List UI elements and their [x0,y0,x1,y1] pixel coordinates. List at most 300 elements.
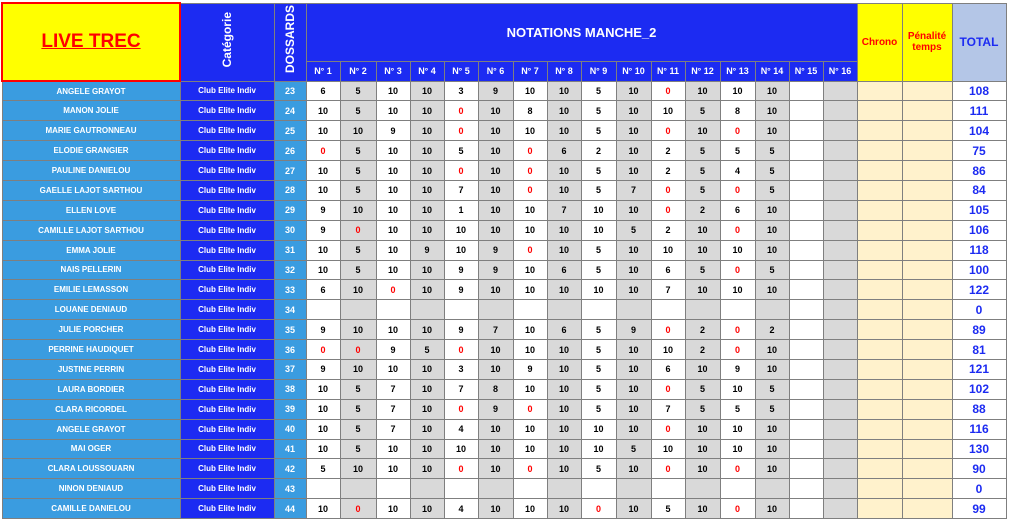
score-cell-1: 10 [306,121,340,141]
score-cell-11: 0 [651,81,685,101]
total-cell: 86 [952,161,1006,181]
rider-name: JULIE PORCHER [2,320,180,340]
penalite-cell [902,379,952,399]
score-cell-4: 10 [410,499,444,519]
rider-dossard: 33 [274,280,306,300]
score-cell-3: 9 [376,121,410,141]
score-cell-5: 0 [444,340,478,360]
score-cell-4: 10 [410,101,444,121]
score-cell-10: 10 [616,81,651,101]
score-cell-2: 10 [340,359,376,379]
total-cell: 122 [952,280,1006,300]
score-cell-12: 10 [685,359,720,379]
score-cell-15 [789,499,823,519]
score-cell-14: 5 [755,379,789,399]
score-cell-6: 10 [478,121,513,141]
rider-category: Club Elite Indiv [180,220,274,240]
score-cell-4: 10 [410,320,444,340]
rider-dossard: 23 [274,81,306,101]
rider-name: CAMILLE LAJOT SARTHOU [2,220,180,240]
rider-category: Club Elite Indiv [180,499,274,519]
score-cell-12: 2 [685,340,720,360]
score-cell-16 [823,379,857,399]
rider-dossard: 39 [274,399,306,419]
score-cell-7: 8 [513,101,547,121]
score-cell-5: 9 [444,280,478,300]
chrono-cell [857,200,902,220]
score-cell-1: 10 [306,260,340,280]
score-cell-6: 10 [478,200,513,220]
score-cell-7: 10 [513,121,547,141]
rider-dossard: 42 [274,459,306,479]
penalite-cell [902,200,952,220]
score-cell-1 [306,300,340,320]
score-cell-13: 10 [720,81,755,101]
score-cell-15 [789,320,823,340]
note-header-14: N° 14 [755,61,789,81]
score-cell-3: 10 [376,220,410,240]
score-cell-2 [340,479,376,499]
note-header-8: N° 8 [547,61,581,81]
score-cell-8: 10 [547,359,581,379]
score-cell-2: 10 [340,320,376,340]
score-cell-11: 0 [651,379,685,399]
score-cell-9: 5 [581,161,616,181]
score-cell-11: 7 [651,280,685,300]
score-cell-14: 2 [755,320,789,340]
rider-dossard: 40 [274,419,306,439]
penalite-cell [902,180,952,200]
score-cell-6: 10 [478,101,513,121]
score-cell-6: 10 [478,499,513,519]
score-cell-13: 4 [720,161,755,181]
score-cell-3: 0 [376,280,410,300]
score-cell-15 [789,399,823,419]
score-cell-12 [685,300,720,320]
penalite-cell [902,499,952,519]
score-cell-10: 10 [616,499,651,519]
total-cell: 116 [952,419,1006,439]
total-cell: 121 [952,359,1006,379]
rider-dossard: 31 [274,240,306,260]
table-row [2,359,1006,379]
rider-name: ANGELE GRAYOT [2,81,180,101]
note-header-16: N° 16 [823,61,857,81]
rider-category: Club Elite Indiv [180,459,274,479]
penalite-cell [902,320,952,340]
score-cell-4: 10 [410,260,444,280]
score-cell-14: 10 [755,419,789,439]
rider-name: EMILIE LEMASSON [2,280,180,300]
score-cell-14: 10 [755,280,789,300]
score-cell-12: 10 [685,419,720,439]
score-cell-12: 5 [685,141,720,161]
note-header-5: N° 5 [444,61,478,81]
score-cell-2: 5 [340,419,376,439]
table-row [2,200,1006,220]
score-cell-3: 10 [376,200,410,220]
score-cell-9: 10 [581,439,616,459]
score-cell-5: 10 [444,439,478,459]
total-cell: 81 [952,340,1006,360]
score-cell-12: 2 [685,320,720,340]
score-cell-16 [823,81,857,101]
score-cell-15 [789,340,823,360]
score-cell-5: 0 [444,121,478,141]
score-cell-10: 5 [616,220,651,240]
score-cell-6: 9 [478,240,513,260]
score-cell-10: 10 [616,101,651,121]
notations-header: NOTATIONS MANCHE_2 [306,3,857,61]
score-cell-9: 10 [581,280,616,300]
score-cell-14: 10 [755,81,789,101]
score-cell-16 [823,439,857,459]
penalite-cell [902,359,952,379]
score-cell-3: 10 [376,260,410,280]
score-cell-11: 2 [651,161,685,181]
chrono-cell [857,240,902,260]
score-cell-15 [789,220,823,240]
rider-category: Club Elite Indiv [180,439,274,459]
total-cell: 75 [952,141,1006,161]
note-header-4: N° 4 [410,61,444,81]
score-cell-16 [823,280,857,300]
score-cell-5: 0 [444,459,478,479]
chrono-cell [857,280,902,300]
score-cell-16 [823,220,857,240]
score-cell-6: 10 [478,439,513,459]
score-cell-1 [306,479,340,499]
total-header: TOTAL [952,3,1006,81]
score-cell-7: 0 [513,161,547,181]
chrono-cell [857,499,902,519]
score-cell-14: 10 [755,340,789,360]
score-cell-9: 5 [581,359,616,379]
categorie-header-label: Catégorie [220,11,235,68]
score-cell-4: 10 [410,180,444,200]
score-cell-16 [823,459,857,479]
score-cell-7: 10 [513,499,547,519]
score-cell-15 [789,141,823,161]
score-cell-11: 0 [651,320,685,340]
score-cell-13: 0 [720,459,755,479]
score-cell-13 [720,300,755,320]
score-cell-5: 1 [444,200,478,220]
score-cell-12: 5 [685,101,720,121]
score-cell-8: 10 [547,280,581,300]
score-cell-5: 5 [444,141,478,161]
note-header-13: N° 13 [720,61,755,81]
score-cell-6: 10 [478,180,513,200]
rider-dossard: 29 [274,200,306,220]
score-cell-4: 10 [410,200,444,220]
score-cell-12: 5 [685,180,720,200]
score-cell-14: 10 [755,240,789,260]
score-cell-9: 5 [581,101,616,121]
score-cell-9: 5 [581,379,616,399]
score-cell-3: 9 [376,340,410,360]
score-cell-13: 5 [720,399,755,419]
table-row [2,340,1006,360]
categorie-header [180,3,274,81]
rider-dossard: 32 [274,260,306,280]
score-cell-9: 5 [581,81,616,101]
score-cell-1: 6 [306,81,340,101]
score-cell-7: 0 [513,459,547,479]
score-cell-7: 0 [513,141,547,161]
score-cell-6: 9 [478,260,513,280]
rider-name: LAURA BORDIER [2,379,180,399]
table-row [2,121,1006,141]
score-cell-6: 9 [478,81,513,101]
total-cell: 106 [952,220,1006,240]
score-cell-6: 10 [478,340,513,360]
total-cell: 104 [952,121,1006,141]
score-cell-8: 7 [547,200,581,220]
score-cell-14: 10 [755,121,789,141]
score-cell-5: 7 [444,180,478,200]
score-cell-6: 10 [478,220,513,240]
chrono-cell [857,459,902,479]
score-cell-1: 9 [306,359,340,379]
score-cell-5: 0 [444,399,478,419]
rider-dossard: 38 [274,379,306,399]
score-cell-2: 10 [340,280,376,300]
score-cell-16 [823,320,857,340]
score-cell-3: 10 [376,180,410,200]
note-header-6: N° 6 [478,61,513,81]
penalite-cell [902,459,952,479]
score-cell-14: 5 [755,180,789,200]
rider-category: Club Elite Indiv [180,180,274,200]
score-cell-7: 10 [513,81,547,101]
score-cell-7: 9 [513,359,547,379]
score-cell-10: 10 [616,419,651,439]
score-cell-11: 7 [651,399,685,419]
penalite-cell [902,419,952,439]
table-row [2,459,1006,479]
score-cell-2: 10 [340,121,376,141]
chrono-cell [857,220,902,240]
score-cell-7 [513,479,547,499]
chrono-cell [857,399,902,419]
score-cell-2: 5 [340,439,376,459]
total-cell: 102 [952,379,1006,399]
score-cell-5 [444,300,478,320]
score-cell-15 [789,121,823,141]
score-cell-10: 10 [616,121,651,141]
rider-category: Club Elite Indiv [180,340,274,360]
score-cell-14: 5 [755,399,789,419]
score-cell-7: 0 [513,240,547,260]
rider-dossard: 27 [274,161,306,181]
score-cell-10: 10 [616,379,651,399]
score-cell-16 [823,101,857,121]
rider-name: MANON JOLIE [2,101,180,121]
score-cell-13: 0 [720,499,755,519]
score-cell-8: 10 [547,499,581,519]
score-cell-5: 10 [444,220,478,240]
rider-dossard: 37 [274,359,306,379]
score-cell-2: 5 [340,399,376,419]
score-cell-8: 10 [547,399,581,419]
score-cell-2: 10 [340,200,376,220]
rider-category: Club Elite Indiv [180,260,274,280]
table-row [2,260,1006,280]
score-cell-13: 8 [720,101,755,121]
total-cell: 118 [952,240,1006,260]
rider-category: Club Elite Indiv [180,240,274,260]
score-cell-4: 10 [410,399,444,419]
rider-dossard: 43 [274,479,306,499]
score-cell-12: 5 [685,260,720,280]
score-cell-14: 5 [755,161,789,181]
chrono-cell [857,320,902,340]
page-title: LIVE TREC [2,3,180,81]
score-cell-6: 7 [478,320,513,340]
score-cell-14: 10 [755,200,789,220]
penalite-cell [902,81,952,101]
score-cell-16 [823,121,857,141]
table-row [2,220,1006,240]
rider-name: CLARA LOUSSOUARN [2,459,180,479]
table-row [2,180,1006,200]
penalite-cell [902,340,952,360]
rider-dossard: 41 [274,439,306,459]
score-cell-7: 10 [513,439,547,459]
score-cell-11: 0 [651,121,685,141]
score-cell-2: 5 [340,81,376,101]
score-cell-7: 10 [513,200,547,220]
chrono-cell [857,359,902,379]
total-cell: 0 [952,300,1006,320]
score-cell-10 [616,300,651,320]
rider-name: PAULINE DANIELOU [2,161,180,181]
score-cell-16 [823,300,857,320]
score-cell-2: 5 [340,260,376,280]
chrono-cell [857,479,902,499]
score-cell-16 [823,161,857,181]
score-cell-2: 5 [340,101,376,121]
score-cell-2 [340,300,376,320]
rider-dossard: 26 [274,141,306,161]
penalite-cell [902,121,952,141]
score-cell-5: 10 [444,240,478,260]
score-cell-4: 10 [410,81,444,101]
score-cell-5: 7 [444,379,478,399]
score-cell-9: 2 [581,141,616,161]
score-cell-10: 7 [616,180,651,200]
score-cell-8: 10 [547,121,581,141]
score-cell-5: 4 [444,419,478,439]
score-cell-9: 10 [581,220,616,240]
score-cell-14: 5 [755,260,789,280]
score-cell-9: 5 [581,260,616,280]
score-cell-3: 10 [376,101,410,121]
rider-dossard: 34 [274,300,306,320]
score-cell-12: 10 [685,499,720,519]
score-cell-2: 0 [340,340,376,360]
score-cell-14: 10 [755,359,789,379]
score-cell-12: 10 [685,220,720,240]
score-cell-12: 10 [685,459,720,479]
score-cell-12: 10 [685,121,720,141]
score-cell-5: 9 [444,320,478,340]
chrono-cell [857,419,902,439]
score-cell-3: 10 [376,359,410,379]
score-cell-15 [789,161,823,181]
rider-name: LOUANE DENIAUD [2,300,180,320]
total-cell: 90 [952,459,1006,479]
score-cell-16 [823,240,857,260]
rider-name: PERRINE HAUDIQUET [2,340,180,360]
score-cell-13: 10 [720,379,755,399]
table-row [2,101,1006,121]
chrono-header: Chrono [857,3,902,81]
score-cell-16 [823,359,857,379]
score-cell-15 [789,180,823,200]
score-cell-7: 10 [513,379,547,399]
score-cell-9: 5 [581,240,616,260]
score-cell-12: 10 [685,81,720,101]
table-row [2,81,1006,101]
score-cell-7: 10 [513,220,547,240]
chrono-cell [857,161,902,181]
rider-category: Club Elite Indiv [180,161,274,181]
score-cell-6: 8 [478,379,513,399]
table-row [2,320,1006,340]
total-cell: 0 [952,479,1006,499]
rider-name: MARIE GAUTRONNEAU [2,121,180,141]
table-row [2,300,1006,320]
note-header-15: N° 15 [789,61,823,81]
total-cell: 89 [952,320,1006,340]
score-cell-15 [789,439,823,459]
rider-dossard: 36 [274,340,306,360]
score-cell-9: 5 [581,340,616,360]
score-cell-10: 10 [616,340,651,360]
rider-dossard: 28 [274,180,306,200]
score-cell-11 [651,300,685,320]
score-cell-13: 10 [720,439,755,459]
score-cell-10: 10 [616,399,651,419]
score-cell-5: 4 [444,499,478,519]
score-cell-9: 5 [581,180,616,200]
score-cell-7: 10 [513,260,547,280]
rider-name: GAELLE LAJOT SARTHOU [2,180,180,200]
score-cell-11: 10 [651,240,685,260]
total-cell: 108 [952,81,1006,101]
score-cell-3: 7 [376,419,410,439]
penalite-cell [902,161,952,181]
score-cell-13: 0 [720,320,755,340]
score-cell-1: 10 [306,399,340,419]
score-cell-15 [789,260,823,280]
chrono-cell [857,141,902,161]
score-cell-11: 0 [651,419,685,439]
score-cell-8: 6 [547,260,581,280]
score-cell-4: 5 [410,340,444,360]
score-cell-13: 0 [720,121,755,141]
table-row [2,499,1006,519]
score-cell-10: 10 [616,260,651,280]
score-cell-6: 10 [478,141,513,161]
score-cell-5: 3 [444,81,478,101]
rider-name: CLARA RICORDEL [2,399,180,419]
score-cell-11: 10 [651,101,685,121]
score-cell-1: 0 [306,141,340,161]
rider-name: JUSTINE PERRIN [2,359,180,379]
